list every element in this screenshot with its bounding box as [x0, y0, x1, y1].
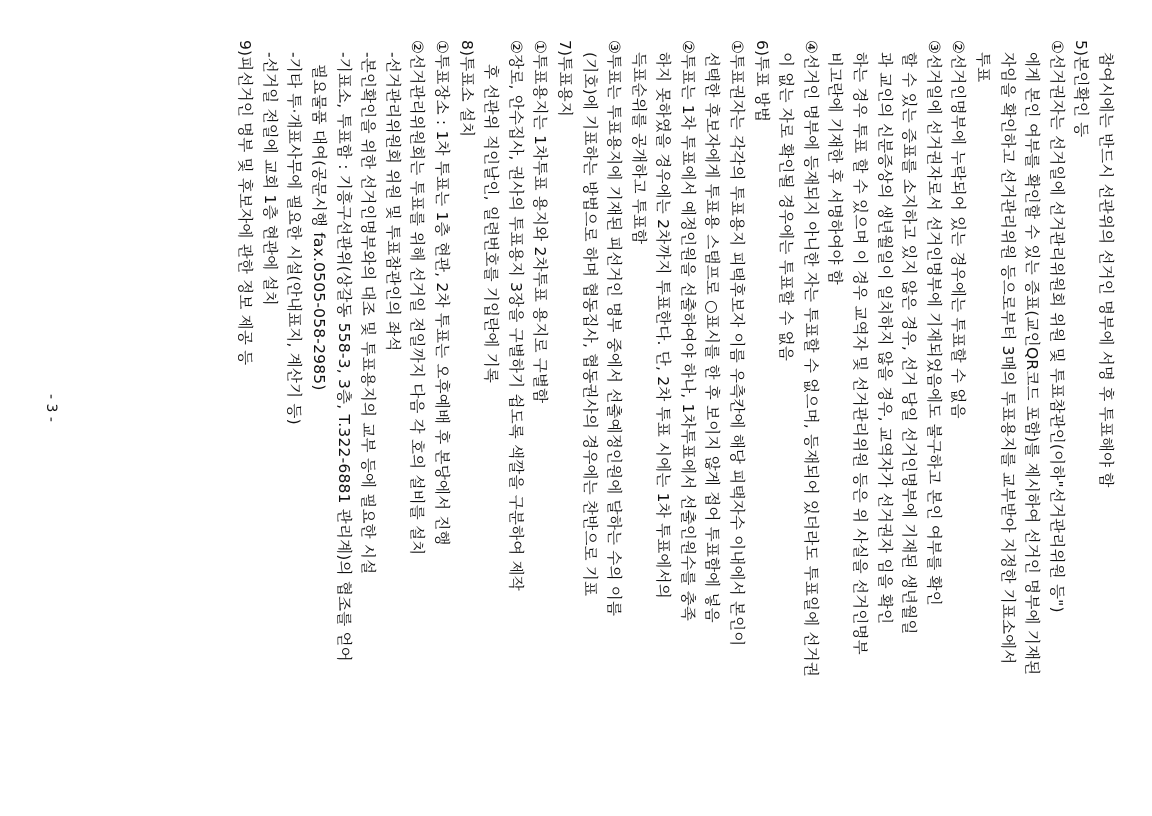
- text-line: ①선거권자는 선거일에 선거관리위원회 위원 및 투표참관인(이하"선거관리위원 등"): [1047, 40, 1066, 613]
- text-line: ③선거일에 선거권자로서 선거인명부에 기재되었음에도 불구하고 본인 여부를 확인: [924, 40, 943, 606]
- text-line: 하지 못하였을 경우에는 2차까지 투표한다. 단, 2차 투표 시에는 1차 투표에서의: [654, 52, 673, 599]
- document-body: [233, 40, 1118, 795]
- text-line: 이 없는 자로 확인될 경우에는 투표할 수 없음: [777, 52, 796, 362]
- section-heading: 8)투표소 설치: [457, 40, 476, 138]
- text-line: 참여시에는 반드시 선관위의 선거인 명부에 서명 후 투표해야 함: [1097, 52, 1115, 488]
- text-line: ②투표는 1차 투표에서 예정인원을 선출하여야 하나, 1차투표에서 선출인원수를 충족: [678, 40, 697, 622]
- text-line: 득표순위를 공개하고 투표함: [629, 52, 648, 245]
- text-line: -본인확인을 위한 선거인명부와의 대조 및 투표용지의 교부 등에 필요한 시설: [359, 52, 378, 575]
- text-line: 후 선관위 직인날인, 일련번호를 기입란에 기록: [482, 64, 501, 384]
- text-line: 할 수 있는 증표를 소지하고 있지 않은 경우, 선거 당일 선거인명부에 기재된 생년월일: [900, 52, 919, 635]
- page-number: - 3 -: [43, 394, 59, 422]
- text-line: 하는 경우 투표 할 수 있으며 이 경우 교역자 및 선거관리위원 등은 위 사실을 선거인명부: [851, 52, 870, 655]
- text-line: 필요물품 대여(공문시행 fax.0505-058-2985): [310, 64, 328, 391]
- section-heading: 6)투표 방법: [752, 40, 771, 123]
- section-heading: 5)본인확인 등: [1072, 40, 1091, 138]
- text-line: -기표소, 투표함 : 기흥구선관위(상갈동 558-3, 3층, T.322-6881 관리계)의 협조를 얻어: [334, 52, 353, 662]
- text-line: 자임을 확인하고 선거관리위원 등으로부터 3매의 투표용지를 교부받아 지정한 기표소에서: [998, 52, 1017, 665]
- text-line: 비고란에 기재한 후 서명하여야 함: [826, 52, 845, 285]
- text-line: 투표: [974, 52, 993, 83]
- text-line: ②장로, 안수집사, 권사의 투표용지 3장을 구별하기 쉽도록 색깔을 구분하여 제작: [506, 40, 525, 591]
- text-line: ②선거인명부에 누락되어 있는 경우에는 투표할 수 없음: [949, 40, 968, 419]
- text-line: ①투표권자는 각각의 투표용지 피택후보자 이름 우측칸에 해당 피택자수 이내에서 본인이: [728, 40, 747, 647]
- text-line: -선거일 전일에 교회 1층 현관에 설치: [260, 52, 279, 306]
- text-line: 에게 본인 여부를 확인할 수 있는 증표(교인QR코드 포함)를 제시하여 선거인 명부에 기재된: [1023, 52, 1042, 676]
- text-line: (기호)에 기표하는 방법으로 하며 협동집사, 협동권사의 경우에는 찬반으로 기표: [580, 52, 599, 597]
- text-line: ③투표는 투표용지에 기재된 피선거인 명부 중에서 선출예정인원에 달하는 수의 이름: [605, 40, 624, 617]
- section-heading: 9)피선거인 명부 및 후보자에 관한 정보 제공 등: [236, 40, 255, 366]
- text-line: 선택한 후보자에게 투표용 스탬프로 ○표시를 한 후 보이지 않게 접어 투표함에 넣음: [703, 52, 722, 623]
- text-line: ①투표장소 : 1차 투표는 1층 현관, 2차 투표는 오후예배 후 본당에서 진행: [432, 40, 451, 546]
- section-heading: 7)투표용지: [555, 40, 574, 118]
- text-line: ④선거인 명부에 등재되지 아니한 자는 투표할 수 없으며, 등재되어 있더라도 투표일에 선거권: [801, 40, 820, 678]
- text-line: ①투표용지는 1차투표 용지와 2차투표 용지로 구별함: [531, 40, 550, 404]
- text-line: ②선거관리위원회는 투표를 위해 선거일 전일까지 다음 각 호의 설비를 설치: [408, 40, 427, 556]
- text-line: -선거관리위원회 위원 및 투표참관인의 좌석: [383, 52, 402, 352]
- text-line: -기타 투·개표사무에 필요한 시설(안내표지, 계산기 등): [285, 52, 304, 425]
- text-line: 과 교인의 신분증상의 생년월일이 일치하지 않을 경우, 교역자가 선거권자 임을 확인: [875, 52, 894, 625]
